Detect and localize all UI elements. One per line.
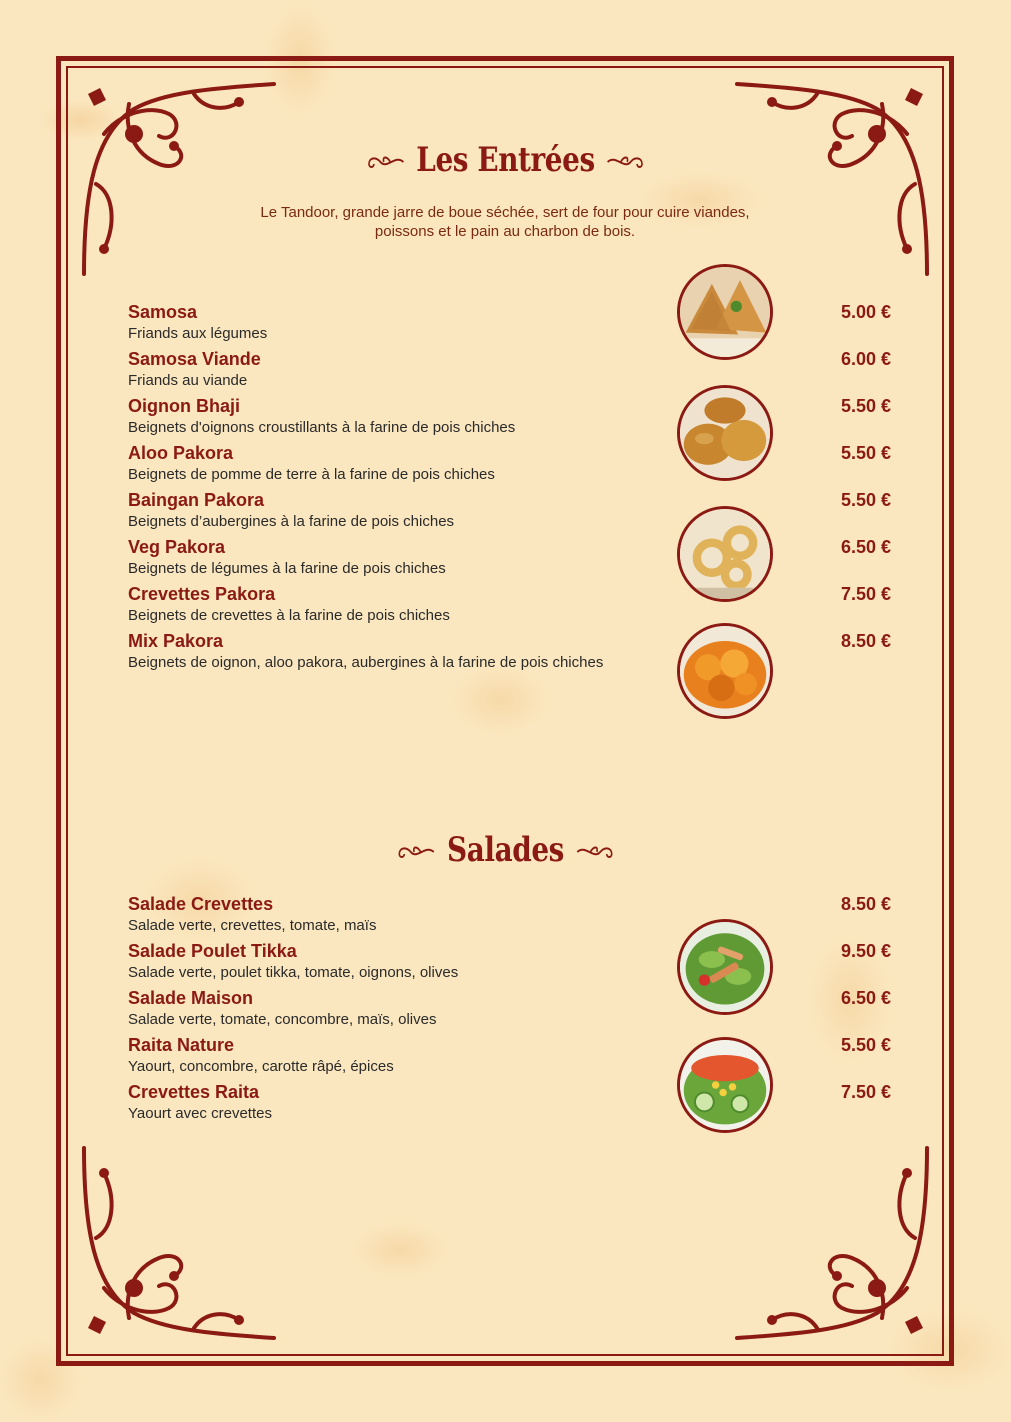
corner-ornament-top-left bbox=[74, 74, 284, 294]
flourish-right-icon bbox=[575, 842, 614, 862]
menu-item bbox=[128, 940, 688, 983]
item-name: Samosa bbox=[128, 302, 198, 322]
menu-item bbox=[128, 489, 688, 532]
item-name: Baingan Pakora bbox=[128, 490, 265, 510]
item-name: Mix Pakora bbox=[128, 631, 224, 651]
item-description: Beignets de pomme de terre à la farine de pois chiches bbox=[128, 466, 495, 483]
chicken-salad-photo bbox=[677, 919, 773, 1015]
item-price: 5.50 € bbox=[840, 1035, 891, 1055]
item-price: 5.50 € bbox=[840, 443, 891, 463]
item-description: Yaourt, concombre, carotte râpé, épices bbox=[128, 1058, 394, 1075]
bhaji-photo bbox=[677, 385, 773, 481]
corner-ornament-top-right bbox=[727, 74, 937, 294]
menu-item bbox=[128, 348, 688, 391]
item-name: Aloo Pakora bbox=[128, 443, 234, 463]
samosa-photo bbox=[677, 264, 773, 360]
entrees-title: Les Entrées bbox=[416, 140, 595, 180]
salades-title: Salades bbox=[447, 830, 564, 870]
flourish-right-icon bbox=[606, 152, 645, 172]
item-description: Friands aux légumes bbox=[128, 325, 268, 342]
entrees-heading bbox=[91, 140, 920, 180]
item-price: 8.50 € bbox=[840, 894, 891, 914]
flourish-left-icon bbox=[365, 152, 404, 172]
menu-item bbox=[128, 395, 688, 438]
mixed-salad-photo bbox=[677, 1037, 773, 1133]
item-price: 9.50 € bbox=[840, 941, 891, 961]
corner-ornament-bottom-left bbox=[74, 1128, 284, 1348]
menu-item bbox=[128, 583, 688, 626]
item-description: Beignets de légumes à la farine de pois chiches bbox=[128, 560, 446, 577]
item-price: 5.50 € bbox=[840, 490, 891, 510]
item-price: 7.50 € bbox=[840, 584, 891, 604]
menu-item bbox=[128, 987, 688, 1030]
item-name: Crevettes Raita bbox=[128, 1082, 260, 1102]
item-name: Samosa Viande bbox=[128, 349, 261, 369]
item-price: 6.50 € bbox=[840, 988, 891, 1008]
mix-pakora-photo bbox=[677, 623, 773, 719]
item-name: Crevettes Pakora bbox=[128, 584, 276, 604]
item-name: Salade Poulet Tikka bbox=[128, 941, 297, 961]
item-description: Salade verte, tomate, concombre, maïs, olives bbox=[128, 1011, 437, 1028]
menu-item bbox=[128, 1081, 688, 1124]
corner-ornament-bottom-right bbox=[727, 1128, 937, 1348]
item-description: Beignets d’aubergines à la farine de pois chiches bbox=[128, 513, 455, 530]
menu-item bbox=[128, 893, 688, 936]
menu-item bbox=[128, 630, 688, 673]
item-name: Oignon Bhaji bbox=[128, 396, 240, 416]
item-price: 6.50 € bbox=[840, 537, 891, 557]
item-description: Salade verte, poulet tikka, tomate, oignons, olives bbox=[128, 964, 459, 981]
item-description: Salade verte, crevettes, tomate, maïs bbox=[128, 917, 377, 934]
salades-heading bbox=[91, 830, 920, 870]
item-price: 8.50 € bbox=[840, 631, 891, 651]
item-price: 6.00 € bbox=[840, 349, 891, 369]
item-description: Friands au viande bbox=[128, 372, 248, 389]
item-price: 5.50 € bbox=[840, 396, 891, 416]
item-price: 5.00 € bbox=[840, 302, 891, 322]
flourish-left-icon bbox=[396, 842, 435, 862]
menu-item bbox=[128, 1034, 688, 1077]
item-name: Veg Pakora bbox=[128, 537, 226, 557]
entrees-intro: Le Tandoor, grande jarre de boue séchée, sert de four pour cuire viandes, poissons et le pain au charbon de bois. bbox=[260, 204, 750, 240]
item-name: Salade Maison bbox=[128, 988, 254, 1008]
item-description: Beignets de oignon, aloo pakora, aubergines à la farine de pois chiches bbox=[128, 654, 604, 671]
item-price: 7.50 € bbox=[840, 1082, 891, 1102]
menu-item bbox=[128, 536, 688, 579]
item-description: Beignets d'oignons croustillants à la farine de pois chiches bbox=[128, 419, 516, 436]
menu-item bbox=[128, 442, 688, 485]
onion-rings-photo bbox=[677, 506, 773, 602]
item-name: Raita Nature bbox=[128, 1035, 235, 1055]
item-name: Salade Crevettes bbox=[128, 894, 274, 914]
item-description: Beignets de crevettes à la farine de pois chiches bbox=[128, 607, 450, 624]
item-description: Yaourt avec crevettes bbox=[128, 1105, 272, 1122]
menu-item bbox=[128, 301, 688, 344]
